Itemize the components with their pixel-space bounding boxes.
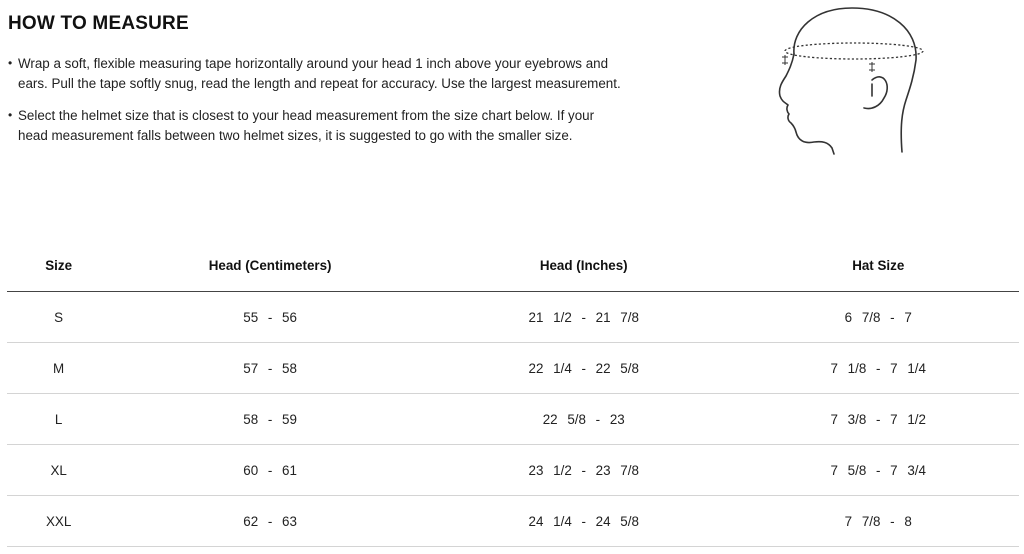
table-row: [7, 394, 1019, 445]
head-cm-cell: 60 - 61: [110, 445, 430, 496]
hat-size-cell: 7 1/8 - 7 1/4: [737, 343, 1019, 394]
head-cm-cell: 55 - 56: [110, 292, 430, 343]
instruction-line: Select the helmet size that is closest to your head measurement from the size chart below. If your: [18, 108, 595, 123]
instruction-line: head measurement falls between two helmet sizes, it is suggested to go with the smaller size.: [18, 127, 573, 143]
size-cell: S: [7, 292, 110, 343]
page-title: HOW TO MEASURE: [8, 13, 189, 34]
hat-size-cell: 7 5/8 - 7 3/4: [737, 445, 1019, 496]
hat-size-cell: 6 7/8 - 7: [737, 292, 1019, 343]
table-row: [7, 292, 1019, 343]
head-cm-cell: 62 - 63: [110, 496, 430, 547]
head-cm-cell: 58 - 59: [110, 394, 430, 445]
hat-size-cell: 7 7/8 - 8: [737, 496, 1019, 547]
table-row: [7, 496, 1019, 547]
head-inches-cell: 23 1/2 - 23 7/8: [430, 445, 737, 496]
head-inches-cell: 21 1/2 - 21 7/8: [430, 292, 737, 343]
instruction-item: [8, 106, 628, 145]
size-cell: L: [7, 394, 110, 445]
head-inches-cell: 24 1/4 - 24 5/8: [430, 496, 737, 547]
hat-size-cell: 7 3/8 - 7 1/2: [737, 394, 1019, 445]
instruction-line: ears. Pull the tape softly snug, read the length and repeat for accuracy. Use the largest measurement.: [18, 75, 621, 91]
head-inches-cell: 22 5/8 - 23: [430, 394, 737, 445]
table-header-row: [7, 240, 1019, 292]
size-cell: XXL: [7, 496, 110, 547]
column-header-hat-size: Hat Size: [737, 240, 1019, 292]
column-header-size: Size: [7, 240, 110, 292]
bullet-icon: •: [8, 56, 13, 70]
head-cm-cell: 57 - 58: [110, 343, 430, 394]
table-row: [7, 343, 1019, 394]
head-measure-icon: [772, 2, 932, 158]
size-chart-table: [7, 240, 1019, 547]
column-header-head-inches: Head (Inches): [430, 240, 737, 292]
table-row: [7, 445, 1019, 496]
column-header-head-cm: Head (Centimeters): [110, 240, 430, 292]
instruction-line: Wrap a soft, flexible measuring tape horizontally around your head 1 inch above your eyebrows and: [18, 56, 609, 71]
instructions-list: [8, 54, 628, 158]
instruction-item: [8, 54, 628, 93]
size-cell: XL: [7, 445, 110, 496]
bullet-icon: •: [8, 108, 13, 122]
head-inches-cell: 22 1/4 - 22 5/8: [430, 343, 737, 394]
size-cell: M: [7, 343, 110, 394]
